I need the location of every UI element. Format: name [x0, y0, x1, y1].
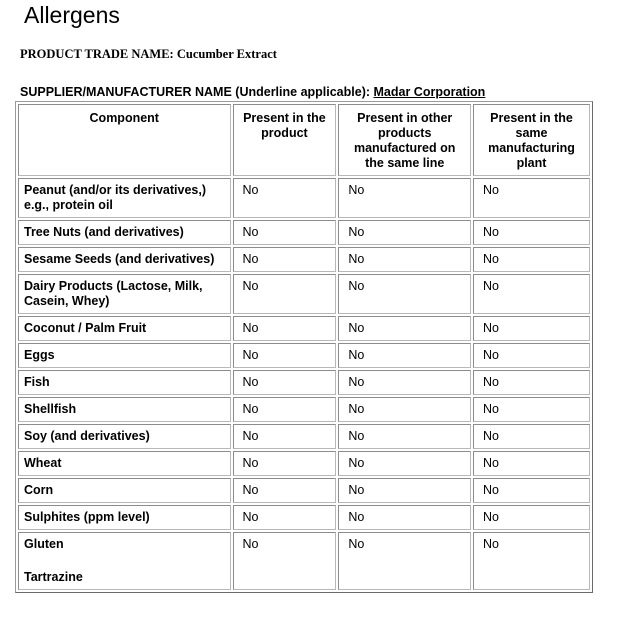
present-same-line-cell: No: [338, 451, 471, 476]
present-in-product-cell: No: [233, 478, 337, 503]
present-same-line-cell: No: [338, 532, 471, 590]
present-same-line-cell: No: [338, 247, 471, 272]
component-cell: Dairy Products (Lactose, Milk, Casein, Whey): [18, 274, 231, 314]
product-trade-name: PRODUCT TRADE NAME: Cucumber Extract: [20, 47, 277, 61]
component-cell: Corn: [18, 478, 231, 503]
present-in-product-cell: No: [233, 424, 337, 449]
present-same-plant-cell: No: [473, 532, 590, 590]
table-header-row: [18, 104, 590, 176]
component-cell: Coconut / Palm Fruit: [18, 316, 231, 341]
present-same-line-cell: No: [338, 316, 471, 341]
component-cell: Tree Nuts (and derivatives): [18, 220, 231, 245]
present-in-product-cell: No: [233, 532, 337, 590]
component-cell: Eggs: [18, 343, 231, 368]
present-in-product-cell: No: [233, 397, 337, 422]
present-same-plant-cell: No: [473, 424, 590, 449]
present-in-product-cell: No: [233, 247, 337, 272]
table-row: [18, 370, 590, 395]
present-in-product-cell: No: [233, 274, 337, 314]
component-cell: Soy (and derivatives): [18, 424, 231, 449]
component-cell: Wheat: [18, 451, 231, 476]
present-same-line-cell: No: [338, 220, 471, 245]
present-same-plant-cell: No: [473, 505, 590, 530]
present-same-plant-cell: No: [473, 274, 590, 314]
header-present-same-plant: Present in the same manufacturing plant: [473, 104, 590, 176]
component-cell: Shellfish: [18, 397, 231, 422]
present-same-plant-cell: No: [473, 316, 590, 341]
page-title: Allergens: [24, 2, 120, 28]
table-row: [18, 505, 590, 530]
present-same-plant-cell: No: [473, 370, 590, 395]
present-same-line-cell: No: [338, 178, 471, 218]
present-same-plant-cell: No: [473, 451, 590, 476]
present-in-product-cell: No: [233, 316, 337, 341]
present-same-line-cell: No: [338, 343, 471, 368]
present-in-product-cell: No: [233, 370, 337, 395]
present-in-product-cell: No: [233, 343, 337, 368]
table-row: [18, 316, 590, 341]
component-tartrazine: Tartrazine: [24, 570, 83, 584]
present-same-line-cell: No: [338, 274, 471, 314]
present-in-product-cell: No: [233, 451, 337, 476]
table-row: [18, 397, 590, 422]
allergens-table: [15, 101, 593, 593]
component-cell: Sesame Seeds (and derivatives): [18, 247, 231, 272]
present-same-line-cell: No: [338, 370, 471, 395]
component-cell: Fish: [18, 370, 231, 395]
table-row: [18, 343, 590, 368]
header-component: Component: [18, 104, 231, 176]
table-row: [18, 178, 590, 218]
present-same-plant-cell: No: [473, 247, 590, 272]
supplier-name: Madar Corporation: [373, 85, 486, 99]
present-same-line-cell: No: [338, 505, 471, 530]
present-in-product-cell: No: [233, 178, 337, 218]
component-gluten: Gluten: [24, 537, 64, 551]
table-row: [18, 424, 590, 449]
table-row: [18, 247, 590, 272]
present-in-product-cell: No: [233, 505, 337, 530]
present-same-plant-cell: No: [473, 343, 590, 368]
header-present-same-line: Present in other products manufactured on the same line: [338, 104, 471, 176]
present-in-product-cell: No: [233, 220, 337, 245]
component-cell: Sulphites (ppm level): [18, 505, 231, 530]
present-same-plant-cell: No: [473, 220, 590, 245]
supplier-label: SUPPLIER/MANUFACTURER NAME (Underline applicable):: [20, 85, 374, 99]
present-same-line-cell: No: [338, 397, 471, 422]
component-cell: [18, 532, 231, 590]
table-row: [18, 274, 590, 314]
present-same-line-cell: No: [338, 478, 471, 503]
present-same-plant-cell: No: [473, 178, 590, 218]
table-row: [18, 532, 590, 590]
header-present-in-product: Present in the product: [233, 104, 337, 176]
table-row: [18, 220, 590, 245]
component-cell: Peanut (and/or its derivatives,) e.g., protein oil: [18, 178, 231, 218]
present-same-plant-cell: No: [473, 478, 590, 503]
table-row: [18, 478, 590, 503]
present-same-plant-cell: No: [473, 397, 590, 422]
present-same-line-cell: No: [338, 424, 471, 449]
supplier-line: [20, 85, 485, 99]
table-row: [18, 451, 590, 476]
